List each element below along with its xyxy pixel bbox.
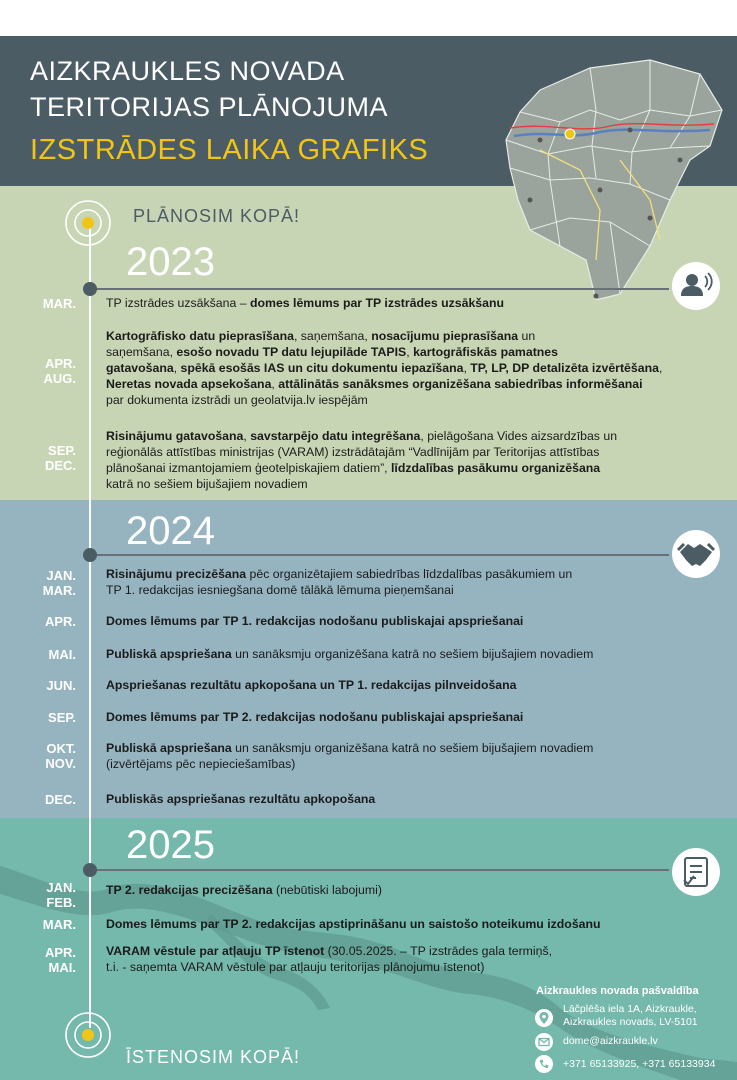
item-text-segment: Domes lēmums par TP 1. redakcijas nodošanu publiskajai apspriešanai [106, 614, 524, 628]
target-bottom-icon [63, 1010, 113, 1060]
item-text-segment: , saņemšana, [293, 329, 372, 343]
item-text-segment: nosacījumu pieprasīšana [371, 329, 519, 343]
item-text-segment: un sanāksmju organizēšana katrā no sešiem bijušajiem novadiem [231, 647, 594, 661]
item-text-segment: esošo novadu TP datu lejupilāde TAPIS [176, 345, 407, 359]
title-line-2: TERITORIJAS PLĀNOJUMA [30, 92, 389, 122]
item-text-segment: katrā no sešiem bijušajiem novadiem [106, 477, 308, 491]
contact-address-line2: Aizkraukles novads, LV-5101 [563, 1016, 698, 1028]
mail-icon [535, 1033, 553, 1051]
timeline-item [106, 328, 706, 408]
timeline-item [106, 943, 706, 975]
title-line-1: AIZKRAUKLES NOVADA [30, 56, 345, 86]
timeline-item [106, 613, 706, 629]
target-top-icon [63, 198, 113, 248]
location-pin-icon [535, 1009, 553, 1027]
month-label: DEC. [44, 458, 76, 473]
month-label: MAR. [42, 917, 76, 932]
timeline-item [106, 428, 706, 492]
item-text-segment: Domes lēmums par TP 2. redakcijas nodošanu publiskajai apspriešanai [106, 710, 524, 724]
timeline-item [106, 646, 706, 662]
item-text-segment: , [271, 377, 279, 391]
timeline-item [106, 791, 706, 807]
month-label: SEP. [48, 443, 76, 458]
item-text-segment: , [406, 345, 414, 359]
month-label: MAR. [42, 296, 76, 311]
month-label: MAI. [48, 647, 76, 662]
item-text-segment: un saņemšana, [106, 329, 536, 359]
item-text-segment: domes lēmums par TP izstrādes uzsākšanu [250, 296, 505, 310]
contact-org: Aizkraukles novada pašvaldība [536, 985, 699, 997]
year-2024: 2024 [126, 509, 215, 553]
month-label: JUN. [46, 678, 76, 693]
item-text-segment: Domes lēmums par TP 2. redakcijas apstiprināšanu un saistošo noteikumu izdošanu [106, 917, 601, 931]
item-text-segment: Publiskā apspriešana [106, 647, 232, 661]
item-text-segment: , pielāgošana Vides aizsardzības un reģionālās attīstības ministrijas (VARAM) izstrādātajām “Vadlīnijām par Teritorijas attīstības plānošanai izmantojamiem ģeotelpiskajiem datiem”, [106, 429, 618, 475]
item-text-segment: Publiskā apspriešana [106, 741, 232, 755]
item-text-segment: Apspriešanas rezultātu apkopošana un TP 1. redakcijas pilnveidošana [106, 678, 517, 692]
timeline-line [89, 228, 91, 1028]
item-text-segment: Neretas novada apsekošana [106, 377, 272, 391]
timeline-item [106, 566, 706, 598]
item-text-segment: savstarpējo datu integrēšana [250, 429, 421, 443]
month-label: APR. [44, 614, 76, 629]
item-text-segment: TP 2. redakcijas precizēšana [106, 883, 273, 897]
item-text-segment: līdzdalības pasākumu organizēšana [391, 461, 601, 475]
month-label: AUG. [43, 371, 76, 386]
timeline-item [106, 677, 706, 693]
timeline-dot-2023 [83, 282, 97, 296]
month-label: MAR. [42, 583, 76, 598]
title-line-3: IZSTRĀDES LAIKA GRAFIKS [30, 134, 429, 166]
timeline-item [106, 295, 706, 311]
item-text-segment: (30.05.2025. – TP izstrādes gala termiņš, t.i. - saņemta VARAM vēstule par atļauju teritorijas plānojumu īstenot) [106, 944, 553, 974]
year-divider-2024 [89, 554, 669, 556]
item-text-segment: Kartogrāfisko datu pieprasīšana [106, 329, 294, 343]
item-text-segment: pēc organizētajiem sabiedrības līdzdalības pasākumiem un TP 1. redakcijas iesniegšana domē tālākā lēmuma pieņemšanai [106, 567, 573, 597]
item-text-segment: un sanāksmju organizēšana katrā no sešiem bijušajiem novadiem (izvērtējams pēc nepieciešamības) [106, 741, 594, 771]
item-text-segment: , [173, 361, 181, 375]
month-label: APR. [44, 356, 76, 371]
item-text-segment: , [243, 429, 251, 443]
item-text-segment: (nebūtiski labojumi) [272, 883, 382, 897]
month-label: MAI. [48, 960, 76, 975]
contact-email[interactable]: dome@aizkraukle.lv [563, 1035, 658, 1047]
item-text-segment: spēkā esošās IAS un citu dokumentu iepazīšana [180, 361, 464, 375]
item-text-segment: VARAM vēstule par atļauju TP īstenot [106, 944, 325, 958]
month-label: SEP. [48, 710, 76, 725]
item-text-segment: kartogrāfiskās pamatnes gatavošana [106, 345, 558, 375]
year-2023: 2023 [126, 240, 215, 284]
item-text-segment: par dokumenta izstrādi un geolatvija.lv iespējām [106, 393, 368, 407]
year-2025: 2025 [126, 823, 215, 867]
timeline-item [106, 916, 706, 932]
month-label: APR. [44, 945, 76, 960]
month-label: FEB. [46, 895, 76, 910]
month-label: NOV. [45, 756, 76, 771]
month-label: JAN. [46, 568, 76, 583]
year-divider-2025 [89, 869, 669, 871]
item-text-segment: Risinājumu precizēšana [106, 567, 247, 581]
item-text-segment: attālinātās sanāksmes organizēšana sabiedrības informēšanai [278, 377, 643, 391]
item-text-segment: Risinājumu gatavošana [106, 429, 244, 443]
month-label: OKT. [46, 741, 76, 756]
month-label: JAN. [46, 880, 76, 895]
item-text-segment: , [463, 361, 471, 375]
item-text-segment: Publiskās apspriešanas rezultātu apkopošana [106, 792, 376, 806]
tagline-bottom: ĪSTENOSIM KOPĀ! [126, 1047, 301, 1067]
month-label: DEC. [44, 792, 76, 807]
timeline-dot-2025 [83, 863, 97, 877]
year-divider-2023 [89, 288, 669, 290]
contact-phone: +371 65133925, +371 65133934 [563, 1058, 716, 1070]
timeline-item [106, 740, 706, 772]
timeline-item [106, 709, 706, 725]
timeline-dot-2024 [83, 548, 97, 562]
tagline-top: PLĀNOSIM KOPĀ! [133, 206, 301, 226]
phone-icon [535, 1055, 553, 1073]
item-text-segment: TP, LP, DP detalizēta izvērtēšana [470, 361, 659, 375]
item-text-segment: TP izstrādes uzsākšana – [106, 296, 250, 310]
timeline-item [106, 882, 706, 898]
contact-address-line1: Lāčplēša iela 1A, Aizkraukle, [563, 1003, 697, 1015]
item-text-segment: , [658, 361, 663, 375]
